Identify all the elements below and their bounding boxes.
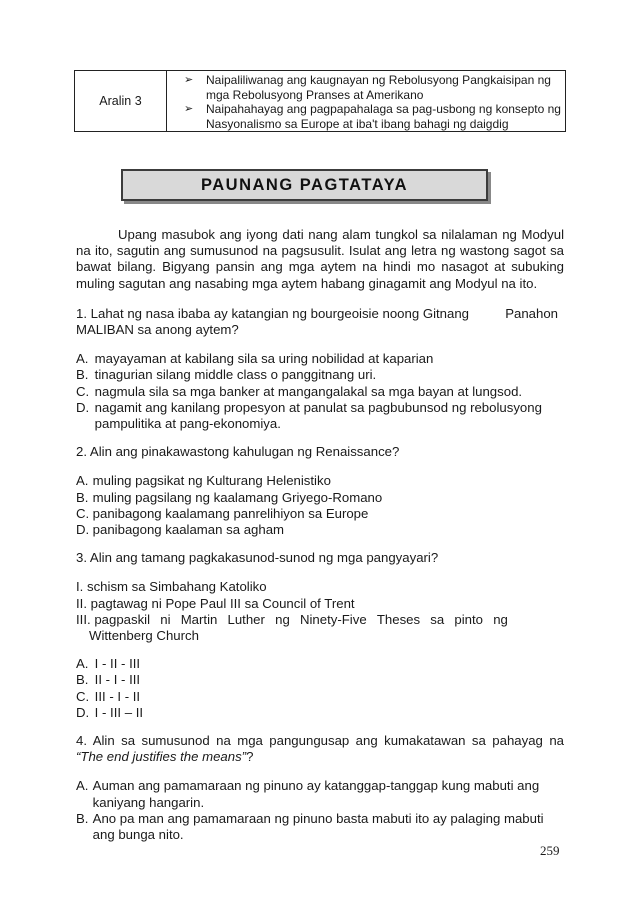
objectives-list [167,71,565,131]
option-item: D. I - III – II [76,704,144,720]
question-4: 4. Alin sa sumusunod na mga pangungusap ang kumakatawan sa pahayag na “The end justifies the means”? [76,733,564,765]
option-item: C. nagmula sila sa mga banker at mangangalakal sa mga bayan at lungsod. [76,383,523,399]
event-item: I. schism sa Simbahang Katoliko [76,579,267,595]
option-item: C. III - I - II [76,688,141,704]
question-2: 2. Alin ang pinakawastong kahulugan ng Renaissance? [76,444,400,460]
lesson-label: Aralin 3 [75,71,167,131]
objective-item: ➢ Naipahahayag ang pagpapahalaga sa pag-usbong ng konsepto ng Nasyonalismo sa Europe at iba't ibang bahagi ng daigdig [184,102,561,131]
option-item: A. Auman ang pamamaraan ng pinuno ay katanggap-tanggap kung mabuti ang kaniyang hangarin. [76,778,540,810]
question-3: 3. Alin ang tamang pagkakasunod-sunod ng mga pangyayari? [76,550,439,566]
option-item: B. Ano pa man ang pamamaraan ng pinuno basta mabuti ito ay palaging mabuti ang bunga nito. [76,810,544,843]
option-item: B. muling pagsilang ng kaalamang Griyego-Romano [76,489,383,505]
question-4-options [76,778,564,843]
event-item: III. pagpaskil ni Martin Luther ng Ninety-Five Theses sa pinto ng [76,611,508,627]
question-1-text: 1. Lahat ng nasa ibaba ay katangian ng bourgeoisie noong Gitnang [76,305,470,321]
page-number: 259 [540,843,560,858]
option-item: A. I - II - III [76,656,141,672]
arrow-bullet-icon: ➢ [184,103,194,116]
option-item: B. tinagurian silang middle class o panggitnang uri. [76,367,377,383]
question-3-options [76,656,564,721]
event-item: II. pagtawag ni Pope Paul III sa Council of Trent [76,595,355,611]
option-item: D. panibagong kaalaman sa agham [76,522,285,538]
lesson-objectives-table [74,70,566,132]
question-2-options [76,473,564,538]
question-1-options [76,351,564,432]
section-title: PAUNANG PAGTATAYA [200,175,409,194]
objective-item: ➢ Naipaliliwanag ang kaugnayan ng Rebolusyong Pangkaisipan ng mga Rebolusyong Pranses at Amerikano [184,73,551,102]
question-3-events [76,579,564,644]
question-1-text-end: Panahon [505,305,558,321]
option-item: D. nagamit ang kanilang propesyon at panulat sa pagbubunsod ng rebolusyong pampulitika at pang-ekonomiya. [76,399,542,432]
option-item: A. mayayaman at kabilang sila sa uring nobilidad at kaparian [76,351,434,367]
assessment-content [76,227,564,855]
question-1-text-cont: MALIBAN sa anong aytem? [76,322,239,338]
section-title-box [121,169,488,201]
event-item-cont: Wittenberg Church [89,628,199,644]
instructions-paragraph: Upang masubok ang iyong dati nang alam tungkol sa nilalaman ng Modyul na ito, sagutin ang sumusunod na pagsusulit. Isulat ang letra ng wastong sagot sa bawat bilang. Bigyang pansin ang mga aytem na hindi mo nasagot at subuking muling sagutan ang nasabing mga aytem habang ginagamit ang Modyul na ito. [76,227,564,291]
arrow-bullet-icon: ➢ [184,74,194,86]
option-item: A. muling pagsikat ng Kulturang Helenistiko [76,473,331,489]
option-item: C. panibagong kaalamang panrelihiyon sa Europe [76,505,369,521]
question-1 [76,306,564,338]
option-item: B. II - I - III [76,672,141,688]
